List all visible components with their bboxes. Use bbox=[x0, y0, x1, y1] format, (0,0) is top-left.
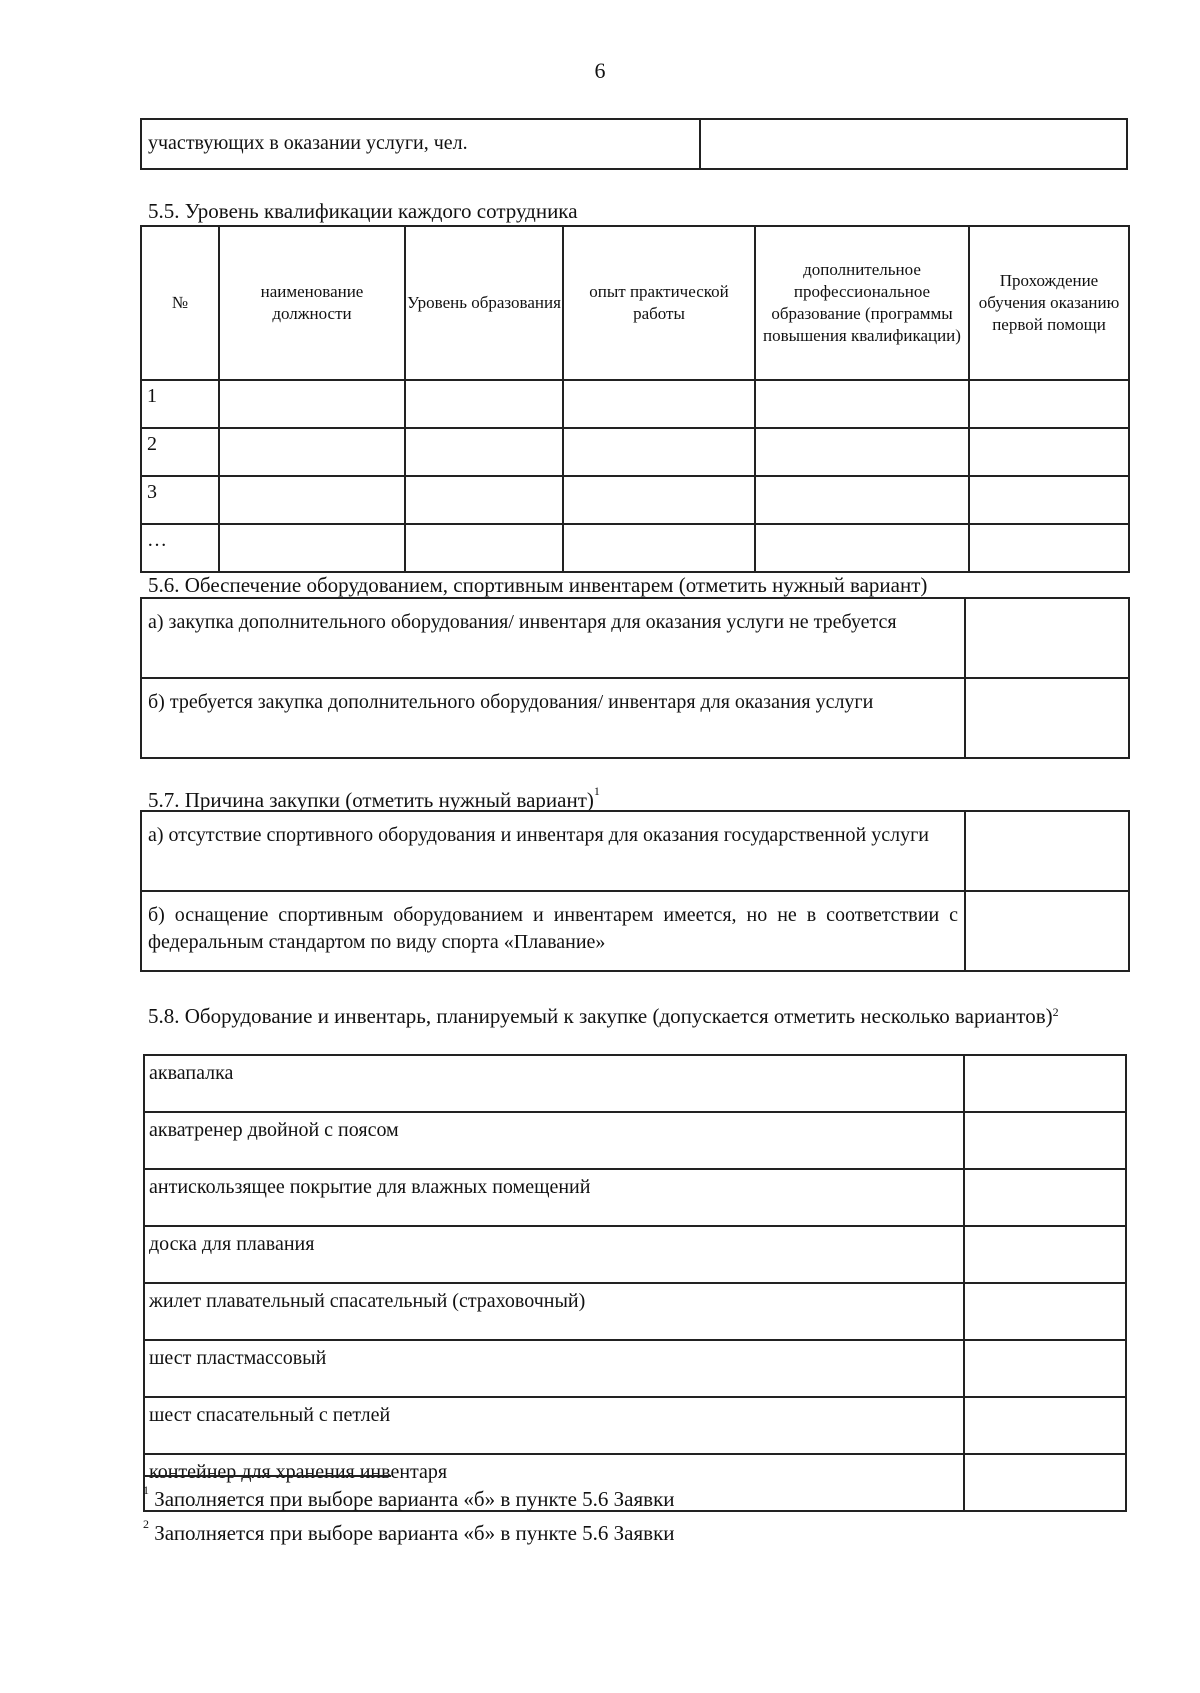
cell-additional-education[interactable] bbox=[755, 476, 969, 524]
cell-first-aid[interactable] bbox=[969, 476, 1129, 524]
equipment-item-checkbox-cell[interactable] bbox=[964, 1169, 1126, 1226]
table-row bbox=[144, 1226, 1126, 1283]
cell-position[interactable] bbox=[219, 476, 405, 524]
header-first-aid: Прохождение обучения оказанию первой помощи bbox=[969, 226, 1129, 380]
header-additional-education: дополнительное профессиональное образование (программы повышения квалификации) bbox=[755, 226, 969, 380]
cell-first-aid[interactable] bbox=[969, 428, 1129, 476]
cell-experience[interactable] bbox=[563, 380, 755, 428]
cell-education-level[interactable] bbox=[405, 428, 563, 476]
row-number: 3 bbox=[141, 476, 219, 524]
table-row bbox=[144, 1397, 1126, 1454]
section-5-6-heading: 5.6. Обеспечение оборудованием, спортивным инвентарем (отметить нужный вариант) bbox=[148, 573, 928, 597]
row-number: … bbox=[141, 524, 219, 572]
reason-a-checkbox-cell[interactable] bbox=[965, 811, 1129, 891]
table-row bbox=[144, 1112, 1126, 1169]
table-row bbox=[141, 380, 1129, 428]
cell-additional-education[interactable] bbox=[755, 524, 969, 572]
row-number: 1 bbox=[141, 380, 219, 428]
table-row bbox=[141, 811, 1129, 891]
table-row bbox=[141, 891, 1129, 971]
option-b-label: б) требуется закупка дополнительного оборудования/ инвентаря для оказания услуги bbox=[141, 678, 965, 758]
equipment-item-label: жилет плавательный спасательный (страховочный) bbox=[144, 1283, 964, 1340]
footnote-2-text: Заполняется при выборе варианта «б» в пункте 5.6 Заявки bbox=[154, 1521, 675, 1545]
equipment-item-checkbox-cell[interactable] bbox=[964, 1454, 1126, 1511]
table-row bbox=[141, 678, 1129, 758]
footnote-1-mark: 1 bbox=[143, 1483, 149, 1497]
cell-first-aid[interactable] bbox=[969, 524, 1129, 572]
reason-b-label: б) оснащение спортивным оборудованием и инвентарем имеется, но не в соответствии с федеральным стандартом по виду спорта «Плавание» bbox=[141, 891, 965, 971]
table-row bbox=[144, 1055, 1126, 1112]
equipment-item-label: шест спасательный с петлей bbox=[144, 1397, 964, 1454]
footnote-mark-1: 1 bbox=[593, 784, 600, 798]
equipment-item-checkbox-cell[interactable] bbox=[964, 1283, 1126, 1340]
footnote-2-mark: 2 bbox=[143, 1517, 149, 1531]
option-a-checkbox-cell[interactable] bbox=[965, 598, 1129, 678]
cell-position[interactable] bbox=[219, 380, 405, 428]
cell-education-level[interactable] bbox=[405, 476, 563, 524]
header-position: наименование должности bbox=[219, 226, 405, 380]
equipment-item-label: аквапалка bbox=[144, 1055, 964, 1112]
section-5-5-heading: 5.5. Уровень квалификации каждого сотрудника bbox=[148, 199, 578, 223]
equipment-item-label: контейнер для хранения инвентаря bbox=[144, 1454, 964, 1511]
cell-additional-education[interactable] bbox=[755, 428, 969, 476]
table-row bbox=[144, 1283, 1126, 1340]
footnote-1 bbox=[143, 1483, 675, 1512]
qualification-table bbox=[140, 225, 1130, 573]
header-education-level: Уровень образования bbox=[405, 226, 563, 380]
equipment-item-label: акватренер двойной с поясом bbox=[144, 1112, 964, 1169]
equipment-item-label: антискользящее покрытие для влажных помещений bbox=[144, 1169, 964, 1226]
row-number: 2 bbox=[141, 428, 219, 476]
cell-first-aid[interactable] bbox=[969, 380, 1129, 428]
cell-experience[interactable] bbox=[563, 476, 755, 524]
option-a-label: а) закупка дополнительного оборудования/ инвентаря для оказания услуги не требуется bbox=[141, 598, 965, 678]
equipment-provision-table bbox=[140, 597, 1130, 759]
purchase-reason-table bbox=[140, 810, 1130, 972]
section-5-8-heading bbox=[148, 1003, 1108, 1030]
footnote-2 bbox=[143, 1517, 675, 1546]
reason-a-label: а) отсутствие спортивного оборудования и инвентаря для оказания государственной услуги bbox=[141, 811, 965, 891]
equipment-item-checkbox-cell[interactable] bbox=[964, 1055, 1126, 1112]
staff-count-label: участвующих в оказании услуги, чел. bbox=[141, 119, 700, 169]
section-5-8-heading-text: 5.8. Оборудование и инвентарь, планируемый к закупке (допускается отметить несколько вариантов) bbox=[148, 1004, 1053, 1028]
equipment-item-checkbox-cell[interactable] bbox=[964, 1226, 1126, 1283]
header-number: № bbox=[141, 226, 219, 380]
equipment-item-label: доска для плавания bbox=[144, 1226, 964, 1283]
table-row bbox=[141, 428, 1129, 476]
footnote-1-text: Заполняется при выборе варианта «б» в пункте 5.6 Заявки bbox=[154, 1487, 675, 1511]
table-row bbox=[141, 476, 1129, 524]
header-experience: опыт практической работы bbox=[563, 226, 755, 380]
option-b-checkbox-cell[interactable] bbox=[965, 678, 1129, 758]
equipment-item-checkbox-cell[interactable] bbox=[964, 1340, 1126, 1397]
cell-position[interactable] bbox=[219, 524, 405, 572]
table-row bbox=[144, 1340, 1126, 1397]
staff-count-value-cell[interactable] bbox=[700, 119, 1127, 169]
table-row bbox=[141, 598, 1129, 678]
reason-b-checkbox-cell[interactable] bbox=[965, 891, 1129, 971]
qualification-header-row bbox=[141, 226, 1129, 380]
cell-experience[interactable] bbox=[563, 428, 755, 476]
page-number: 6 bbox=[594, 58, 606, 83]
table-row bbox=[144, 1169, 1126, 1226]
cell-position[interactable] bbox=[219, 428, 405, 476]
equipment-item-checkbox-cell[interactable] bbox=[964, 1112, 1126, 1169]
equipment-item-label: шест пластмассовый bbox=[144, 1340, 964, 1397]
footnote-divider bbox=[143, 1475, 391, 1477]
cell-experience[interactable] bbox=[563, 524, 755, 572]
equipment-list-table bbox=[143, 1054, 1127, 1512]
footnote-mark-2: 2 bbox=[1052, 1005, 1059, 1019]
staff-count-table bbox=[140, 118, 1128, 170]
section-5-7-heading-text: 5.7. Причина закупки (отметить нужный вариант) bbox=[148, 788, 594, 812]
cell-education-level[interactable] bbox=[405, 524, 563, 572]
cell-education-level[interactable] bbox=[405, 380, 563, 428]
table-row bbox=[141, 524, 1129, 572]
cell-additional-education[interactable] bbox=[755, 380, 969, 428]
equipment-item-checkbox-cell[interactable] bbox=[964, 1397, 1126, 1454]
